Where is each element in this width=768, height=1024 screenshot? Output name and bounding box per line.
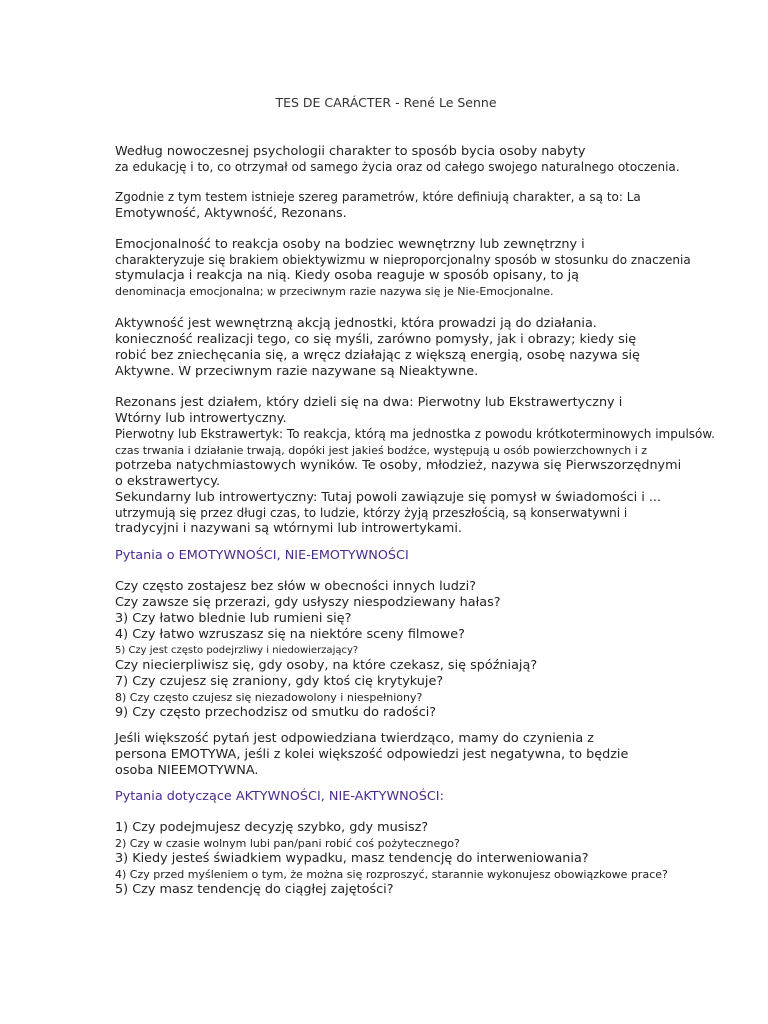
list-item: Czy niecierpliwisz się, gdy osoby, na które czekasz, się spóźniają? [115, 658, 538, 674]
list-item: 1) Czy podejmujesz decyzję szybko, gdy musisz? [115, 820, 429, 836]
text-line: persona EMOTYWA, jeśli z kolei większość odpowiedzi jest negatywna, to będzie [115, 747, 629, 763]
list-item: 5) Czy jest często podejrzliwy i niedowierzający? [115, 645, 359, 657]
list-item: 4) Czy przed myśleniem o tym, że można się rozproszyć, starannie wykonujesz obowiązkowe prace? [115, 868, 668, 882]
emotionality-paragraph [115, 237, 715, 299]
text-line: Emocjonalność to reakcja osoby na bodziec wewnętrzny lub zewnętrzny i [115, 236, 585, 252]
document-body [115, 144, 715, 898]
list-item: 7) Czy czujesz się zraniony, gdy ktoś cię krytykuje? [115, 674, 444, 690]
list-item: 9) Czy często przechodzisz od smutku do radości? [115, 705, 437, 721]
list-item: 3) Kiedy jesteś świadkiem wypadku, masz tendencję do interweniowania? [115, 851, 589, 867]
text-line: Aktywne. W przeciwnym razie nazywane są Nieaktywne. [115, 364, 479, 380]
activity-paragraph [115, 316, 715, 380]
list-item: 3) Czy łatwo blednie lub rumieni się? [115, 611, 352, 627]
text-line: potrzeba natychmiastowych wyników. Te osoby, młodzież, nazywa się Pierwszorzędnymi [115, 457, 682, 473]
text-line: utrzymują się przez długi czas, to ludzie, którzy żyją przeszłością, są konserwatywni i [115, 505, 628, 520]
text-line: Pierwotny lub Ekstrawertyk: To reakcja, którą ma jednostka z powodu krótkoterminowych impulsów. [115, 427, 715, 442]
text-line: za edukację i to, co otrzymał od samego życia oraz od całego swojego naturalnego otoczenia. [115, 160, 680, 174]
list-item: Czy zawsze się przerazi, gdy usłyszy niespodziewany hałas? [115, 595, 501, 611]
list-item: Czy często zostajesz bez słów w obecności innych ludzi? [115, 579, 476, 595]
text-line: Wtórny lub introwertyczny. [115, 411, 287, 427]
text-line: Emotywność, Aktywność, Rezonans. [115, 205, 347, 221]
text-line: Aktywność jest wewnętrzną akcją jednostki, która prowadzi ją do działania. [115, 316, 597, 332]
intro-paragraph [115, 144, 715, 175]
text-line: Zgodnie z tym testem istnieje szereg parametrów, które definiują charakter, a są to: La [115, 190, 641, 205]
conclusion-paragraph [115, 731, 715, 779]
document-title: TES DE CARÁCTER - René Le Senne [275, 95, 497, 110]
text-line: Rezonans jest działem, który dzieli się na dwa: Pierwotny lub Ekstrawertyczny i [115, 395, 623, 411]
text-line: o ekstrawertycy. [115, 473, 221, 489]
list-item: 8) Czy często czujesz się niezadowolony i niespełniony? [115, 691, 423, 705]
text-line: osoba NIEEMOTYWNA. [115, 763, 259, 779]
text-line: Jeśli większość pytań jest odpowiedziana twierdząco, mamy do czynienia z [115, 731, 594, 747]
text-line: Według nowoczesnej psychologii charakter to sposób bycia osoby nabyty [115, 144, 586, 159]
section-heading-active: Pytania dotyczące AKTYWNOŚCI, NIE-AKTYWNOŚCI: [115, 789, 444, 805]
list-item: 4) Czy łatwo wzruszasz się na niektóre sceny filmowe? [115, 627, 465, 643]
text-line: Sekundarny lub introwertyczny: Tutaj powoli zawiązuje się pomysł w świadomości i ... [115, 489, 662, 505]
questions-emotive-list [115, 579, 715, 721]
text-line: charakteryzuje się brakiem obiektywizmu w nieproporcjonalny sposób w stosunku do znaczenia [115, 252, 691, 267]
list-item: 5) Czy masz tendencję do ciągłej zajętości? [115, 882, 394, 898]
text-line: denominacja emocjonalna; w przeciwnym razie nazywa się je Nie-Emocjonalne. [115, 285, 554, 299]
text-line: stymulacja i reakcja na nią. Kiedy osoba reaguje w sposób opisany, to ją [115, 268, 579, 284]
text-line: czas trwania i działanie trwają, dopóki jest jakieś bodźce, występują u osób powierzchownych i z [115, 443, 648, 457]
text-line: konieczność realizacji tego, co się myśli, zarówno pomysły, jak i obrazy; kiedy się [115, 332, 637, 348]
text-line: tradycyjni i nazywani są wtórnymi lub introwertykami. [115, 521, 462, 537]
questions-active-list [115, 820, 715, 898]
resonance-paragraph [115, 395, 715, 537]
list-item: 2) Czy w czasie wolnym lubi pan/pani robić coś pożytecznego? [115, 837, 460, 851]
section-heading-emotive: Pytania o EMOTYWNOŚCI, NIE-EMOTYWNOŚCI [115, 548, 409, 564]
text-line: robić bez zniechęcania się, a wręcz działając z większą energią, osobę nazywa się [115, 348, 640, 364]
params-paragraph [115, 190, 715, 221]
